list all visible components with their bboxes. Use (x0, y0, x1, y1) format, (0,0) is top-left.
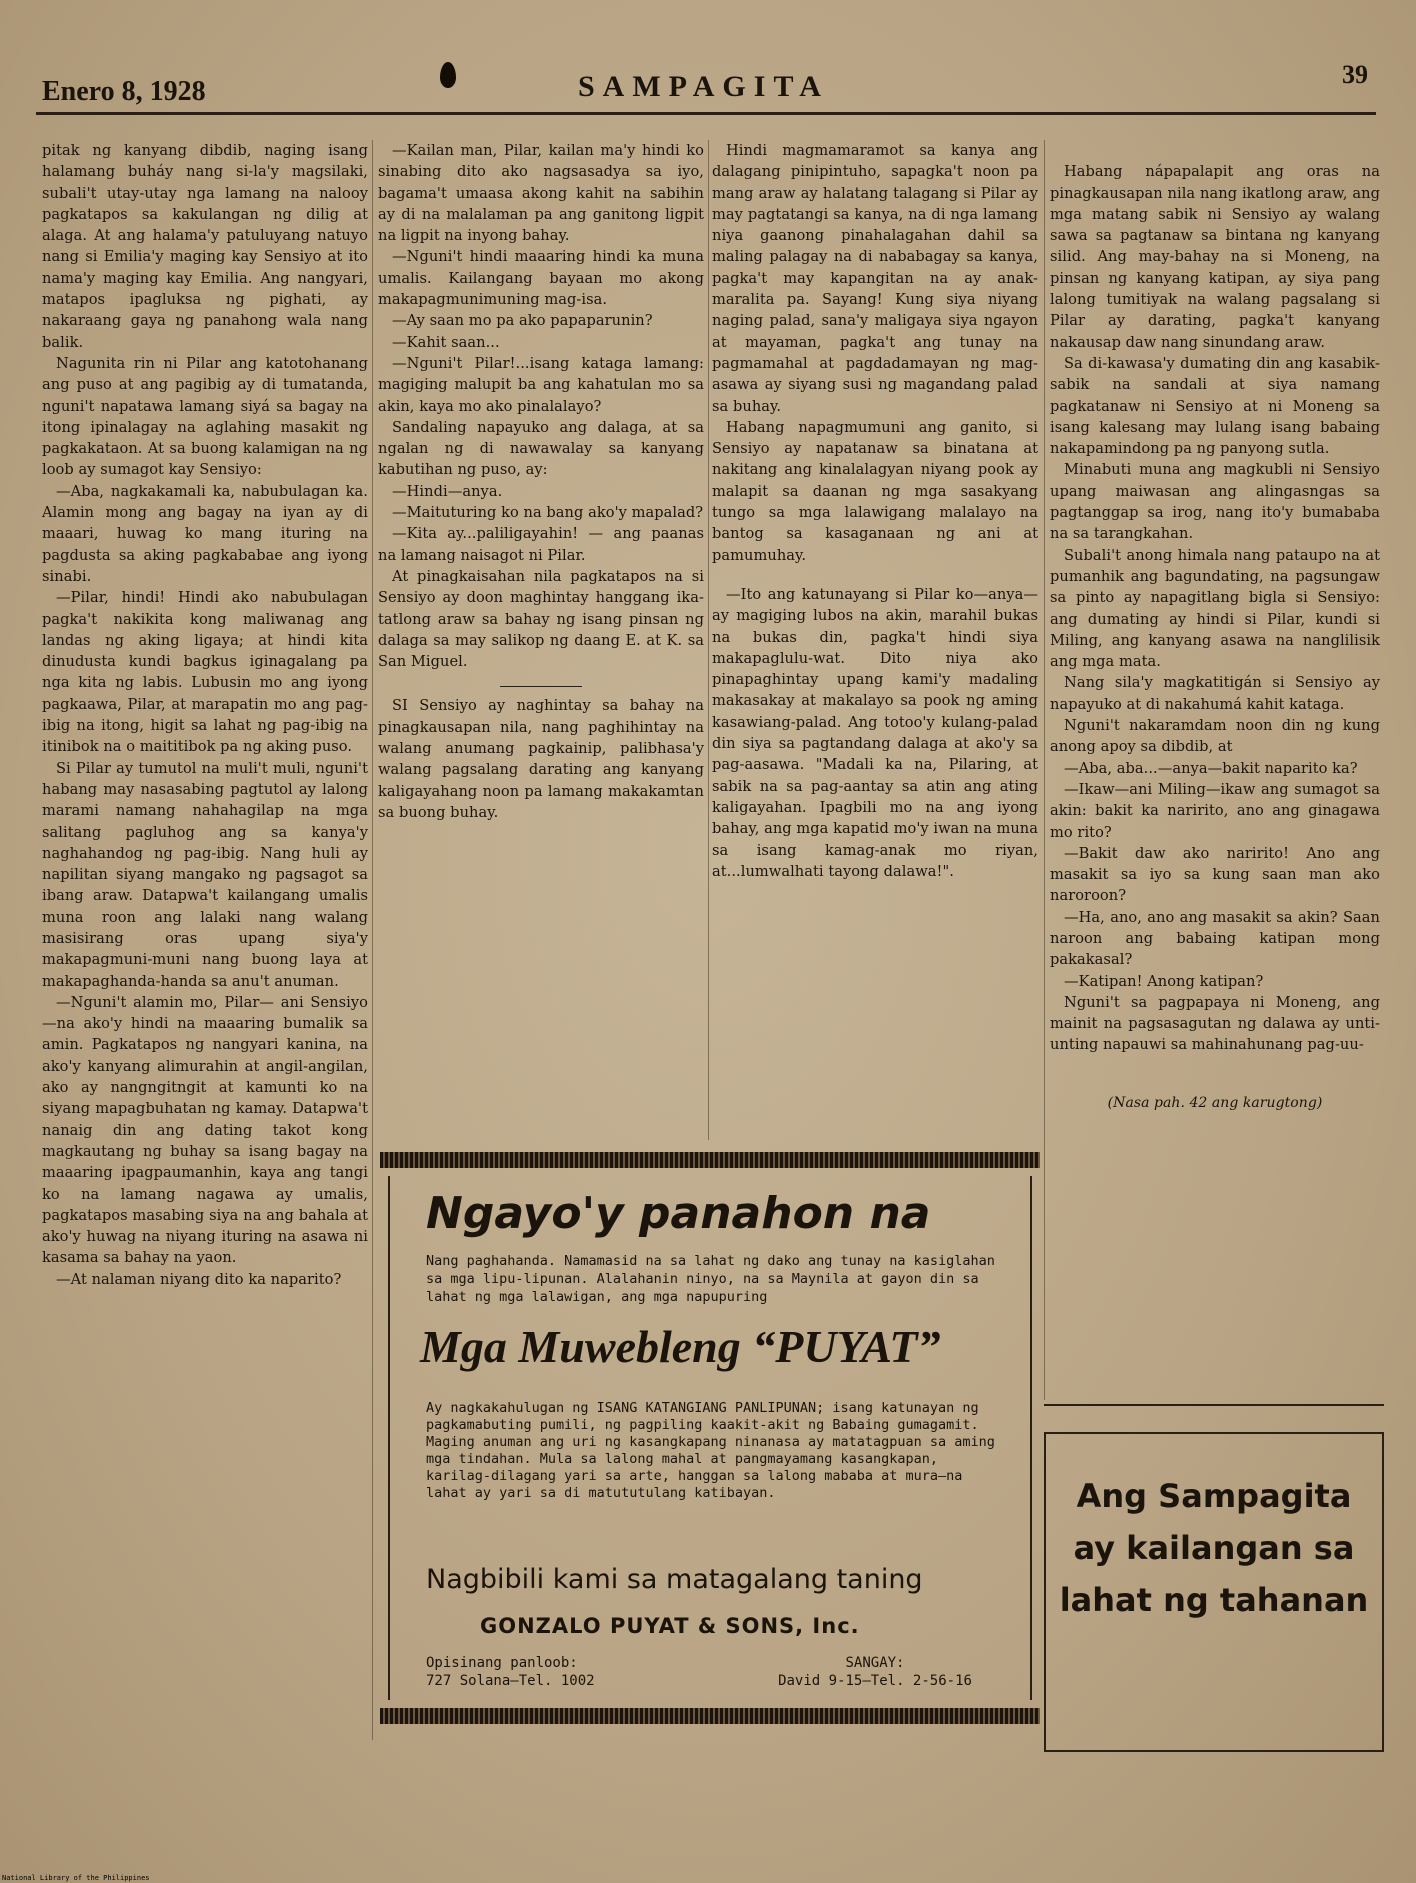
paragraph: —Maituturing ko na bang ako'y mapalad? (392, 504, 704, 522)
publication-title: SAMPAGITA (578, 70, 829, 103)
paragraph: Nagunita rin ni Pilar ang katotohanang ang puso at ang pagibig ay di tumatanda, nguni't napatawa lamang siyá sa bagay na itong ipinalagay na aglahing masakit ng pagkakataon. At sa buong kalamigan na ng loob ay sumagot kay Sensiyo: (42, 354, 368, 479)
paragraph: Minabuti muna ang magkubli ni Sensiyo upang maiwasan ang alingasngas sa pagtanggap sa irog, nang ito'y bumababa na sa tarangkahan. (1050, 461, 1380, 543)
paragraph: —Katipan! Anong katipan? (1064, 972, 1264, 990)
issue-date: Enero 8, 1928 (42, 76, 206, 107)
paragraph: —Kailan man, Pilar, kailan ma'y hindi ko sinabing dito ako nagsasadya sa iyo, bagama't umaasa akong kahit na sabihin ay di na malalaman pa ang ganitong ligpit na ligpit na inyong bahay. (378, 142, 704, 245)
paragraph: Nang sila'y magkatitigán si Sensiyo ay napayuko at di nakahumá kahit kataga. (1050, 674, 1380, 713)
ad-office (426, 1654, 706, 1690)
paragraph: SI Sensiyo ay naghintay sa bahay na pinagkausapan nila, nang paghihintay na walang anumang pagkainip, palibhasa'y walang pagsalang darating ang kanyang kaligayahang noon pa lamang makakamtan sa buong buhay. (378, 697, 704, 821)
paragraph-gap (712, 566, 1038, 584)
paragraph: —Ikaw—ani Miling—ikaw ang sumagot sa akin: bakit ka naririto, ano ang ginagawa mo rito? (1050, 780, 1380, 841)
paragraph: At pinagkaisahan nila pagkatapos na si Sensiyo ay doon maghintay hanggang ika-tatlong araw sa bahay ng isang pinsan ng dalaga sa may salikop ng daang E. at K. sa San Miguel. (378, 567, 704, 671)
paragraph: —Nguni't hindi maaaring hindi ka muna umalis. Kailangang bayaan mo akong makapagmunimuning mag-isa. (378, 248, 704, 309)
paragraph: Nguni't nakaramdam noon din ng kung anong apoy sa dibdib, at (1050, 717, 1380, 756)
puyat-advertisement (380, 1152, 1040, 1732)
ad-branch-label: SANGAY: (845, 1655, 905, 1671)
ad-branch-address: David 9-15—Tel. 2-56-16 (778, 1673, 972, 1689)
boxed-notice-text: Ang Sampagita ay kailangan sa lahat ng tahanan (1059, 1477, 1369, 1619)
paragraph: Sa di-kawasa'y dumating din ang kasabik-sabik na sandali at siya namang pagkatanaw ni Sensiyo at ni Moneng sa isang kalesang may lulang isang babaing nakapamindong pa ng panyong sutla. (1050, 354, 1380, 458)
paragraph: —Kita ay...paliligayahin! — ang paanas na lamang naisagot ni Pilar. (378, 525, 704, 564)
paragraph: —Hindi—anya. (392, 482, 503, 500)
paragraph: —Kahit saan... (392, 333, 500, 351)
ad-bottom-border (380, 1708, 1040, 1724)
article-column-4 (1050, 140, 1380, 1136)
column-divider (708, 140, 709, 1140)
paragraph: —Nguni't Pilar!...isang kataga lamang: magiging malupit ba ang kahatulan mo sa akin, kaya mo ako pinalalayo? (378, 354, 704, 415)
column-divider (372, 140, 373, 1740)
ad-top-border (380, 1152, 1040, 1168)
paragraph: Habang napagmumuni ang ganito, si Sensiyo ay napatanaw sa binatana at nakitang ang kinalalagyan niyang pook ay malapit sa daanan ng mga sasakyang tungo sa mga lalawigang malalayo na bantog sa kasaganaan ng ani at pamumuhay. (712, 418, 1038, 564)
page-number: 39 (1342, 60, 1368, 89)
article-column-3 (712, 140, 1038, 882)
paragraph: —Aba, nagkakamali ka, nabubulagan ka. Alamin mong ang bagay na iyan ay di maaari, huwag ko mang ituring na pagdusta sa aking pagkababae ang iyong sinabi. (42, 482, 368, 585)
ad-office-label: Opisinang panloob: (426, 1655, 578, 1671)
header-rule (36, 112, 1376, 115)
paragraph: Sandaling napayuko ang dalaga, at sa ngalan ng di nawawalay sa kanyang kabutihan ng puso, ay: (378, 418, 704, 479)
paragraph: —Nguni't alamin mo, Pilar— ani Sensiyo—na ako'y hindi na maaaring bumalik sa amin. Pagkatapos ng nangyari kanina, na ako'y kanyang alimurahin at angil-angilan, ako ay nangngitngit at kamunti ko na siyang mapagbuhatan ng kamay. Datapwa't nanaig din ang dating takot kong magkautang ng buhay sa isang bagay na maaaring ipagpaumanhin, kaya ang tangi ko na lamang nagawa ay umalis, pagkatapos masabing siya na ang bahala at ako'y huwag na niyang ituring na asawa ni kasama sa bahay na yaon. (42, 993, 368, 1267)
ad-body: Ay nagkakahulugan ng ISANG KATANGIANG PANLIPUNAN; isang katunayan ng pagkamabuting pumili, ng pagpiling kaakit-akit ng Babaing gumagamit. Maging anuman ang uri ng kasangkapang ninanasa ay matatagpuan sa aming mga tindahan. Mula sa lalong mahal at pangmayamang kasangkapan, karilag-dilagang yari sa arte, hanggan sa lalong mababa at mura—na lahat ay yari sa di matututulang katibayan. (426, 1400, 995, 1501)
column-divider (1044, 140, 1045, 1400)
paragraph: —Ha, ano, ano ang masakit sa akin? Saan naroon ang babaing katipan mong pakakasal? (1050, 908, 1380, 969)
ad-branch (740, 1654, 1010, 1690)
paragraph: Si Pilar ay tumutol na muli't muli, nguni't habang may nasasabing pagtutol ay lalong marami namang nahahagilap na mga salitang pagluhog ang sa kanya'y naghahandog ng pag-ibig. Nang huli ay napilitan siyang mangako ng pagsagot sa ibang araw. Datapwa't kailangang umalis muna roon ang lalaki nang walang masisirang oras upang siya'y makapagmuni-muni nang buong laya at makapaghanda-handa sa anu't anuman. (42, 759, 368, 990)
paragraph: —Ito ang katunayang si Pilar ko—anya—ay magiging lubos na akin, marahil bukas na bukas din, pagka't hindi siya makapaglulu-wat. Dito niya ako pinapaghintay upang kami'y madaling makasakay at makalayo sa pook ng aming kasawiang-palad. Ang totoo'y kulang-palad din siya sa pagtandang dalaga at ako'y sa pag-aasawa. "Madali ka na, Pilaring, at sabik na sa pag-aantay sa atin ang ating kaligayahan. Ipagbili mo na ang iyong bahay, ang mga kapatid mo'y iwan na muna sa isang kamag-anak mo riyan, at...lumwalhati tayong dalawa!". (712, 585, 1038, 880)
paragraph: Subali't anong himala nang pataupo na at pumanhik ang bagundating, na pagsungaw sa pinto ay napagitlang bigla si Sensiyo: ang dumating ay hindi si Pilar, kundi si Miling, ang kanyang asawa na nanglilisik ang mga mata. (1050, 546, 1380, 671)
library-credit: National Library of the Philippines (2, 1874, 150, 1882)
article-column-2 (378, 140, 704, 823)
ink-blot-ornament (440, 62, 456, 88)
section-separator (500, 686, 582, 687)
page-header (0, 46, 1416, 116)
ad-company: GONZALO PUYAT & SONS, Inc. (480, 1614, 860, 1638)
paragraph: Habang nápapalapit ang oras na pinagkausapan nila nang ikatlong araw, ang mga matang sabik ni Sensiyo ay walang sawa sa pagtanaw sa bintana ng kanyang silid. Ang may-bahay na si Moneng, na pinsan ng kanyang katipan, ay siya pang lalong tumitiyak na walang pagsalang si Pilar ay darating, pagka't kanyang nakausap daw nang sinundang araw. (1050, 163, 1380, 351)
continued-notice: (Nasa pah. 42 ang karugtong) (1107, 1095, 1323, 1112)
ad-headline: Ngayo'y panahon na (426, 1188, 931, 1239)
column-4-body (1050, 161, 1380, 1055)
ad-intro: Nang paghahanda. Namamasid na sa lahat ng dako ang tunay na kasiglahan sa mga lipu-lipunan. Alalahanin ninyo, na sa Maynila at gayon din sa lahat ng mga lalawigan, ang mga napupuring (426, 1253, 995, 1305)
ad-product-name: Mga Muwebleng “PUYAT” (420, 1321, 941, 1372)
boxed-notice (1044, 1432, 1384, 1752)
ad-tagline: Nagbibili kami sa matagalang taning (426, 1564, 923, 1595)
paragraph: pitak ng kanyang dibdib, naging isang halamang buháy nang si-la'y magsilaki, subali't utay-utay nga lamang na nalooy pagkatapos sa kakulangan ng dilig at alaga. At ang halama'y patuluyang natuyo nang si Emilia'y maging kay Sensiyo at ito nama'y maging kay Emilia. Ang nangyari, matapos ipagluksa ng pighati, ay nakaraang gaya ng panahong wala nang balik. (42, 142, 368, 351)
paragraph: —Bakit daw ako naririto! Ano ang masakit sa iyo sa kung saan man ako naroroon? (1050, 844, 1380, 905)
paragraph: Nguni't sa pagpapaya ni Moneng, ang mainit na pagsasagutan ng dalawa ay unti-unting napauwi sa mahinahunang pag-uu- (1050, 993, 1380, 1054)
article-column-1 (42, 140, 368, 1290)
paragraph: —Ay saan mo pa ako papaparunin? (392, 312, 653, 330)
paragraph: —Pilar, hindi! Hindi ako nabubulagan pagka't nakikita kong maliwanag ang landas ng aking ligaya; at hindi kita dinudusta kundi bagkus iginagalang pa nga kita ng labis. Lubusin mo ang iyong pagkaawa, Pilar, at marapatin mo ang pag-ibig na itong, higit sa lahat ng pag-ibig na itinibok na o maititibok pa ng aking puso. (42, 589, 368, 756)
ad-office-address: 727 Solana—Tel. 1002 (426, 1673, 595, 1689)
paragraph: —Aba, aba...—anya—bakit naparito ka? (1064, 759, 1358, 777)
paragraph: Hindi magmamaramot sa kanya ang dalagang pinipintuho, sapagka't noon pa mang araw ay halatang talagang si Pilar ay may pagtatangi sa kanya, na di nga lamang niya gaanong pinahalagahan dahil sa maling palagay na di nababagay sa kanya, pagka't may kapangitan na ay anak-maralita pa. Sayang! Kung siya niyang naging palad, sana'y maligaya siya ngayon at mayaman, pagka't ang tunay na pagmamahal at pagdadamayan ng mag-asawa ay siyang susi ng magandang palad sa buhay. (712, 142, 1038, 415)
paragraph: —At nalaman niyang dito ka naparito? (56, 1270, 342, 1288)
boxed-notice-rule (1044, 1404, 1384, 1406)
